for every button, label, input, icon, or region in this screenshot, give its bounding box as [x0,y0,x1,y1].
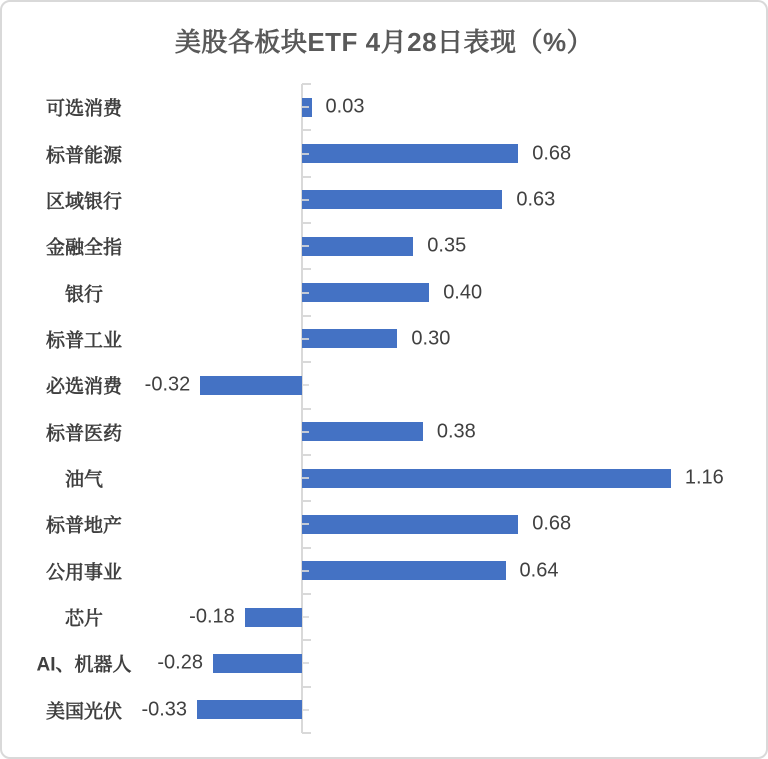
chart-title: 美股各板块ETF 4月28日表现（%） [174,27,594,57]
value-bar [197,700,302,719]
axis-mid-tick [302,431,309,433]
value-bar [302,561,506,580]
axis-boundary-tick [302,593,311,595]
category-label: 可选消费 [45,98,122,120]
value-bar [213,654,302,673]
category-label: 区域银行 [45,191,122,213]
axis-mid-tick [302,384,309,386]
category-label: 标普能源 [45,145,122,167]
value-label: 0.38 [436,420,476,443]
category-label: 银行 [64,284,103,306]
value-label: -0.32 [144,373,191,396]
value-bar [200,376,302,395]
axis-mid-tick [302,338,309,340]
category-label: 金融全指 [45,237,122,259]
category-label: 油气 [64,469,103,491]
axis-boundary-tick [302,315,311,317]
value-label: 0.63 [516,188,556,211]
value-label: -0.28 [157,651,203,674]
axis-mid-tick [302,153,309,155]
value-bar [302,190,502,209]
value-label: 0.30 [411,327,451,350]
category-label: 必选消费 [45,376,122,398]
value-bar [302,469,671,488]
category-label: 芯片 [64,608,103,630]
axis-boundary-tick [302,686,311,688]
axis-boundary-tick [302,547,311,549]
axis-boundary-tick [302,176,311,178]
axis-boundary-tick [302,454,311,456]
category-label: 标普工业 [45,330,122,352]
axis-boundary-tick [302,639,311,641]
category-label: 标普医药 [45,423,122,445]
category-label: 标普地产 [45,515,122,537]
value-label: 0.40 [443,281,483,304]
axis-mid-tick [302,106,309,108]
value-label: -0.18 [189,605,235,628]
plot-area [2,2,768,759]
value-label: 1.16 [684,466,724,489]
category-label: AI、机器人 [36,654,132,676]
category-label: 公用事业 [45,562,122,584]
value-label: 0.68 [532,512,572,535]
value-bar [245,608,302,627]
axis-boundary-tick [302,361,311,363]
axis-mid-tick [302,570,309,572]
category-label: 美国光伏 [45,701,122,723]
axis-mid-tick [302,245,309,247]
axis-boundary-tick [302,500,311,502]
value-label: 0.68 [532,142,572,165]
value-label: 0.64 [519,559,559,582]
axis-mid-tick [302,477,309,479]
value-label: 0.35 [427,234,467,257]
value-bar [302,329,397,348]
axis-boundary-tick [302,222,311,224]
axis-boundary-tick [302,408,311,410]
axis-mid-tick [302,199,309,201]
axis-mid-tick [302,616,309,618]
value-bar [302,422,423,441]
value-bar [302,515,518,534]
value-bar [302,283,429,302]
value-label: 0.03 [325,95,365,118]
axis-mid-tick [302,709,309,711]
axis-boundary-tick [302,268,311,270]
axis-boundary-tick [302,732,311,734]
axis-mid-tick [302,662,309,664]
axis-boundary-tick [302,129,311,131]
value-label: -0.33 [141,698,188,721]
axis-mid-tick [302,292,309,294]
axis-mid-tick [302,523,309,525]
value-bar [302,144,518,163]
value-bar [302,237,413,256]
axis-boundary-tick [302,83,311,85]
